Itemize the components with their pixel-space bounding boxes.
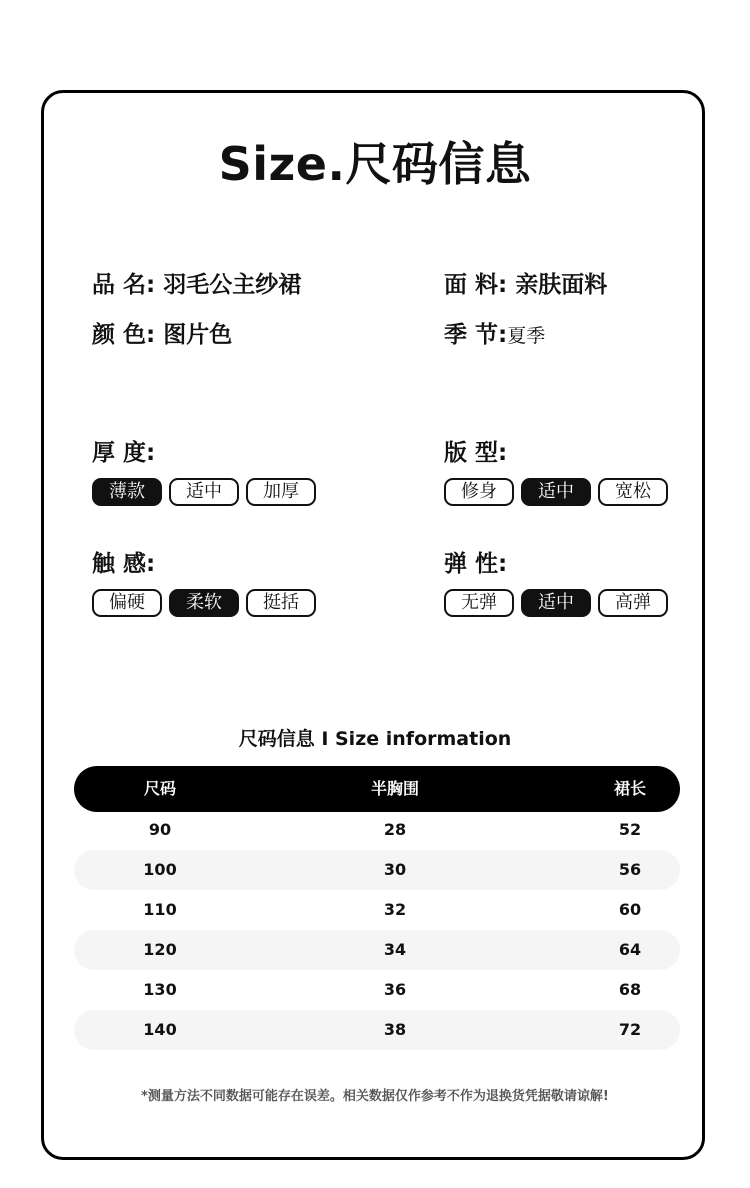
table-cell: 120 <box>143 940 177 959</box>
fit-option: 适中 <box>521 478 591 506</box>
page-title: Size.尺码信息 <box>218 137 532 191</box>
product-name <box>92 266 301 299</box>
elasticity-options <box>444 589 668 617</box>
header-size: 尺码 <box>143 779 176 798</box>
size-table-header <box>74 766 680 812</box>
header-skirt-length: 裙长 <box>613 779 646 798</box>
color-value: 图片色 <box>163 322 233 348</box>
table-cell: 130 <box>143 980 177 999</box>
color <box>92 316 232 349</box>
fit-label: 版 型: <box>444 440 508 466</box>
table-cell: 30 <box>383 860 407 879</box>
table-row <box>74 1010 680 1050</box>
table-cell: 72 <box>618 1020 642 1039</box>
fit-option: 修身 <box>444 478 514 506</box>
table-cell: 90 <box>148 820 172 839</box>
product-name-key: 品 名: <box>92 272 156 298</box>
fabric-value: 亲肤面料 <box>515 272 608 298</box>
table-row <box>74 810 680 850</box>
table-cell: 110 <box>143 900 177 919</box>
table-cell: 34 <box>383 940 407 959</box>
fabric-key: 面 料: <box>444 272 508 298</box>
table-cell: 68 <box>618 980 642 999</box>
thickness-option: 薄款 <box>92 478 162 506</box>
thickness-option: 加厚 <box>246 478 316 506</box>
table-cell: 64 <box>618 940 642 959</box>
table-cell: 140 <box>143 1020 177 1039</box>
table-row <box>74 890 680 930</box>
season <box>444 316 545 349</box>
fit-options <box>444 478 668 506</box>
touch-options <box>92 589 316 617</box>
season-key: 季 节: <box>444 322 508 348</box>
table-row <box>74 850 680 890</box>
table-cell: 52 <box>618 820 642 839</box>
table-cell: 100 <box>143 860 177 879</box>
product-name-value: 羽毛公主纱裙 <box>163 272 302 298</box>
touch-option: 柔软 <box>169 589 239 617</box>
table-cell: 28 <box>383 820 407 839</box>
table-cell: 32 <box>383 900 407 919</box>
table-row <box>74 970 680 1010</box>
touch-option: 挺括 <box>246 589 316 617</box>
header-half-chest: 半胸围 <box>370 779 419 798</box>
color-key: 颜 色: <box>92 322 156 348</box>
elasticity-option: 无弹 <box>444 589 514 617</box>
table-cell: 60 <box>618 900 642 919</box>
touch-option: 偏硬 <box>92 589 162 617</box>
fabric <box>444 266 607 299</box>
fit-option: 宽松 <box>598 478 668 506</box>
table-cell: 36 <box>383 980 407 999</box>
size-table-title: 尺码信息 I Size information <box>238 728 512 750</box>
touch-label: 触 感: <box>92 551 156 577</box>
table-cell: 56 <box>618 860 642 879</box>
elasticity-option: 高弹 <box>598 589 668 617</box>
thickness-options <box>92 478 316 506</box>
table-row <box>74 930 680 970</box>
elasticity-option: 适中 <box>521 589 591 617</box>
measurement-note: *测量方法不同数据可能存在误差。相关数据仅作参考不作为退换货凭据敬请谅解! <box>141 1089 609 1104</box>
thickness-option: 适中 <box>169 478 239 506</box>
season-value: 夏季 <box>507 325 546 347</box>
table-cell: 38 <box>383 1020 407 1039</box>
thickness-label: 厚 度: <box>92 440 156 466</box>
elasticity-label: 弹 性: <box>444 551 508 577</box>
